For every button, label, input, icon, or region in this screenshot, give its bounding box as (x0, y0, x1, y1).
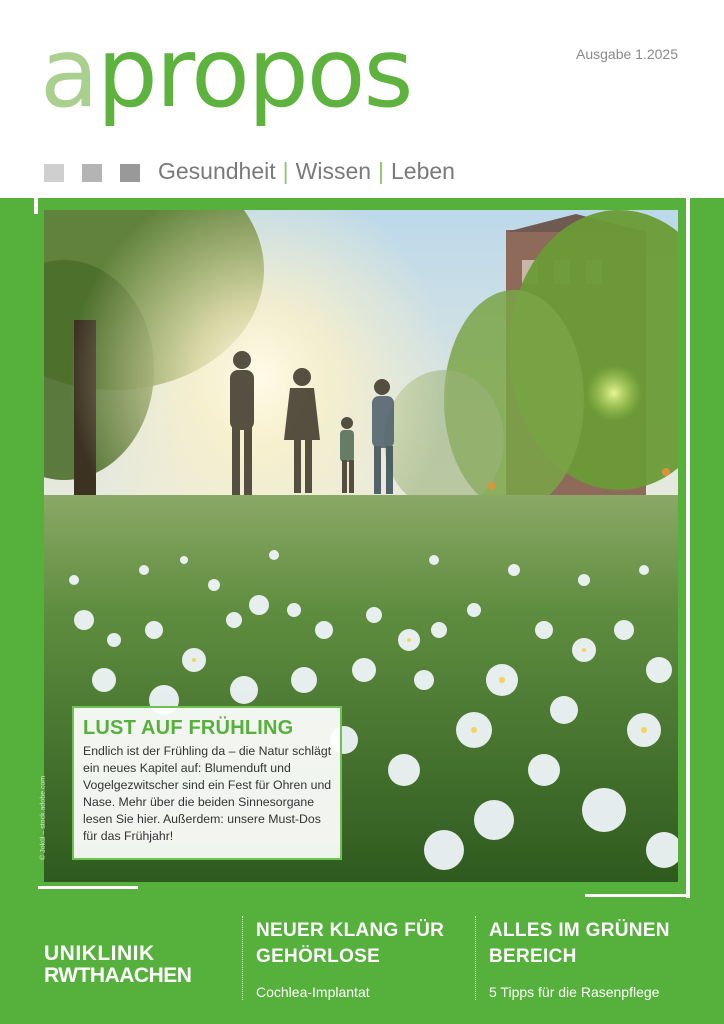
teaser-subtitle: Cochlea-Implantat (256, 984, 370, 1000)
teaser-hearing[interactable] (256, 918, 444, 1000)
photo-credit: © Jokül – stock.adobe.com (40, 775, 47, 860)
publisher-logo-line2: RWTHAACHEN (44, 964, 192, 987)
issue-number: Ausgabe 1.2025 (576, 46, 678, 62)
teaser-subtitle: 5 Tipps für die Rasenpflege (489, 984, 660, 1000)
frame-line (38, 886, 138, 889)
teaser-lawn[interactable] (489, 918, 670, 1000)
teaser-title (489, 918, 670, 970)
teaser-divider (242, 916, 243, 1000)
logo-letter-a: a (40, 17, 97, 129)
tagline (158, 158, 455, 185)
magazine-logo (40, 18, 412, 128)
teaser-title-line: GEHÖRLOSE (256, 946, 381, 967)
teaser-title-line: BEREICH (489, 946, 577, 967)
teaser-title-line: ALLES IM GRÜNEN (489, 920, 670, 941)
decorative-squares (44, 164, 140, 182)
square-light (44, 164, 64, 182)
square-dark (120, 164, 140, 182)
tagline-separator: | (378, 158, 385, 184)
masthead (0, 0, 724, 198)
tagline-item: Wissen (295, 158, 372, 184)
publisher-logo (44, 943, 191, 987)
logo-word: propos (96, 17, 412, 129)
frame-line (34, 198, 38, 214)
feature-text: Endlich ist der Frühling da – die Natur schlägt ein neues Kapitel auf: Blumenduft und Vogelgezwitscher sind ein Fest für Ohren und Nase. Mehr über die beiden Sinnesorgane lesen Sie hier. Außerdem: unsere Must-Dos für das Frühjahr! (83, 744, 332, 843)
teaser-title (256, 918, 444, 970)
frame-line (686, 198, 690, 898)
teaser-divider (475, 916, 476, 1000)
tagline-separator: | (282, 158, 289, 184)
feature-box[interactable] (72, 706, 342, 860)
square-medium (82, 164, 102, 182)
frame-line (585, 894, 690, 897)
publisher-logo-line1: UNIKLINIK (44, 942, 155, 965)
tagline-item: Gesundheit (158, 158, 276, 184)
tagline-item: Leben (391, 158, 455, 184)
teaser-title-line: NEUER KLANG FÜR (256, 920, 445, 941)
feature-title: LUST AUF FRÜHLING (83, 717, 294, 739)
